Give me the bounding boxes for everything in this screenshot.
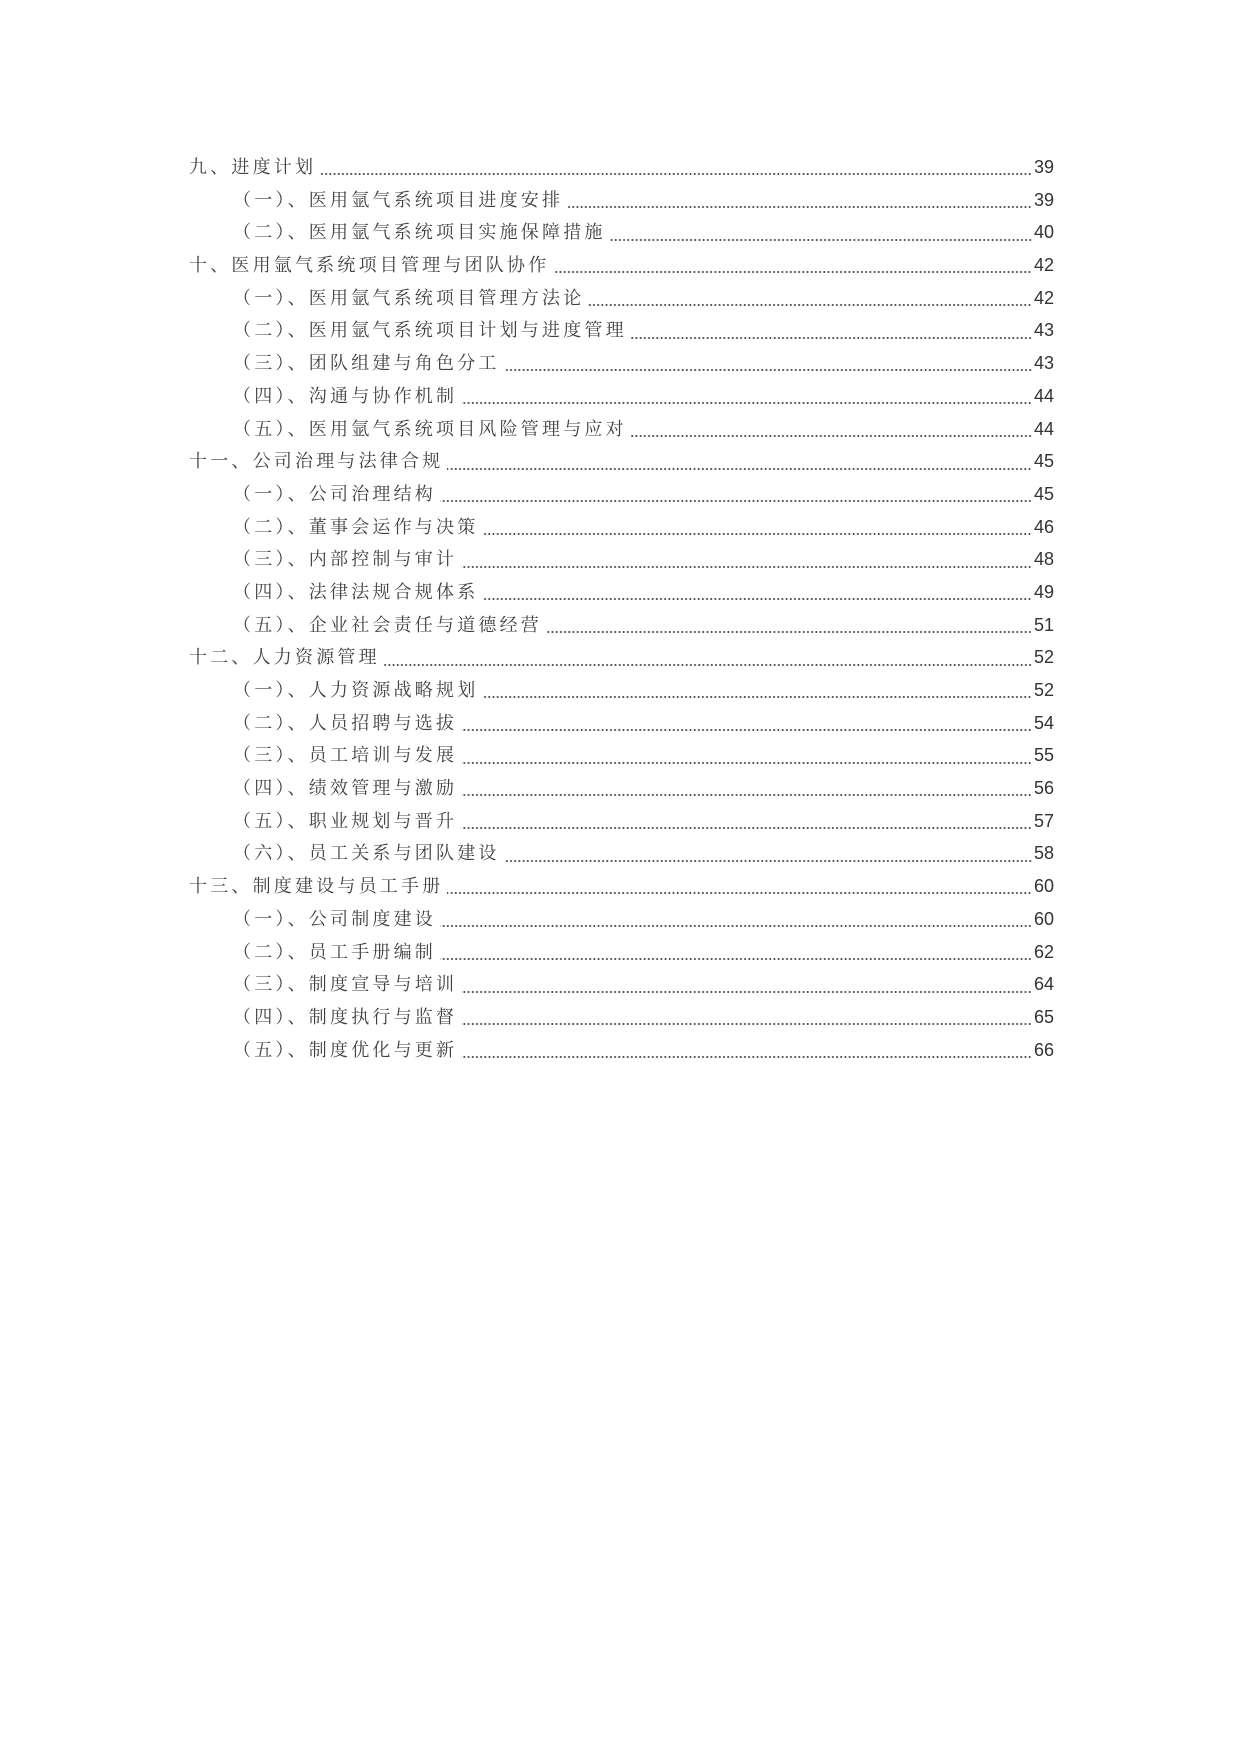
toc-leader-dots	[553, 270, 1032, 274]
toc-leader-dots	[440, 957, 1032, 961]
table-of-contents	[189, 151, 1054, 1066]
toc-entry-page: 66	[1033, 1039, 1054, 1060]
toc-leader-dots	[567, 205, 1032, 209]
toc-entry[interactable]	[189, 511, 1054, 544]
toc-entry[interactable]	[189, 707, 1054, 740]
toc-entry[interactable]	[189, 413, 1054, 446]
toc-entry[interactable]	[189, 282, 1054, 315]
toc-leader-dots	[546, 630, 1032, 634]
toc-leader-dots	[610, 238, 1032, 242]
toc-entry-title: （五）、企业社会责任与道德经营	[233, 614, 542, 636]
toc-entry-page: 56	[1033, 778, 1054, 799]
toc-entry-title: （四）、绩效管理与激励	[233, 778, 458, 800]
toc-entry[interactable]	[189, 805, 1054, 838]
toc-entry-title: （五）、职业规划与晋升	[233, 810, 458, 832]
toc-leader-dots	[461, 793, 1032, 797]
toc-entry-page: 43	[1033, 320, 1054, 341]
toc-leader-dots	[461, 990, 1032, 994]
toc-leader-dots	[461, 826, 1032, 830]
toc-entry-page: 49	[1033, 581, 1054, 602]
toc-entry-page: 55	[1033, 745, 1054, 766]
toc-entry[interactable]	[189, 216, 1054, 249]
toc-leader-dots	[504, 859, 1032, 863]
toc-entry[interactable]	[189, 380, 1054, 413]
toc-leader-dots	[504, 368, 1032, 372]
toc-entry-title: （一）、人力资源战略规划	[233, 680, 479, 701]
toc-entry[interactable]	[189, 1034, 1054, 1067]
toc-entry[interactable]	[189, 445, 1054, 478]
toc-entry-title: （五）、医用氩气系统项目风险管理与应对	[233, 418, 627, 440]
toc-leader-dots	[461, 728, 1032, 732]
toc-leader-dots	[631, 434, 1032, 438]
toc-entry[interactable]	[189, 249, 1054, 282]
toc-leader-dots	[461, 1022, 1032, 1026]
toc-entry-title: 十二、人力资源管理	[189, 647, 380, 669]
toc-entry-title: （二）、医用氩气系统项目计划与进度管理	[233, 320, 627, 342]
toc-entry[interactable]	[189, 151, 1054, 184]
toc-entry-page: 48	[1033, 549, 1054, 570]
toc-entry-page: 65	[1033, 1006, 1054, 1027]
toc-leader-dots	[482, 597, 1032, 601]
toc-entry-title: （二）、董事会运作与决策	[233, 516, 479, 538]
toc-entry-page: 64	[1033, 974, 1054, 995]
toc-entry[interactable]	[189, 641, 1054, 674]
toc-entry-title: 十、医用氩气系统项目管理与团队协作	[189, 255, 550, 277]
toc-entry-title: （一）、公司制度建设	[233, 908, 436, 930]
toc-entry-page: 42	[1033, 255, 1054, 276]
toc-entry-title: （二）、医用氩气系统项目实施保障措施	[233, 222, 606, 244]
toc-entry-title: （三）、内部控制与审计	[233, 549, 458, 571]
toc-leader-dots	[447, 891, 1032, 895]
toc-entry-title: （二）、员工手册编制	[233, 941, 436, 963]
toc-entry[interactable]	[189, 739, 1054, 772]
toc-entry[interactable]	[189, 347, 1054, 380]
toc-entry[interactable]	[189, 576, 1054, 609]
toc-entry[interactable]	[189, 478, 1054, 511]
toc-entry[interactable]	[189, 609, 1054, 642]
toc-entry-title: 九、进度计划	[189, 157, 317, 178]
toc-entry-page: 45	[1033, 483, 1054, 504]
toc-leader-dots	[440, 499, 1032, 503]
toc-leader-dots	[440, 924, 1032, 928]
toc-entry-title: （三）、团队组建与角色分工	[233, 353, 500, 375]
toc-entry-title: （三）、制度宣导与培训	[233, 974, 458, 996]
toc-entry-page: 62	[1033, 941, 1054, 962]
toc-entry-page: 51	[1033, 614, 1054, 635]
toc-entry[interactable]	[189, 870, 1054, 903]
toc-entry[interactable]	[189, 314, 1054, 347]
toc-entry-title: 十三、制度建设与员工手册	[189, 876, 444, 898]
toc-leader-dots	[482, 532, 1032, 536]
toc-leader-dots	[482, 695, 1032, 699]
toc-entry[interactable]	[189, 674, 1054, 707]
toc-entry-title: （一）、医用氩气系统项目进度安排	[233, 189, 564, 211]
toc-entry-page: 43	[1033, 353, 1054, 374]
toc-entry-page: 60	[1033, 908, 1054, 929]
toc-entry[interactable]	[189, 772, 1054, 805]
toc-entry-title: （四）、制度执行与监督	[233, 1006, 458, 1028]
toc-entry-title: （二）、人员招聘与选拔	[233, 712, 458, 734]
toc-entry-page: 39	[1033, 189, 1054, 210]
toc-leader-dots	[631, 336, 1032, 340]
toc-leader-dots	[461, 1055, 1032, 1059]
toc-entry-page: 46	[1033, 516, 1054, 537]
toc-entry-page: 60	[1033, 876, 1054, 897]
toc-entry-title: 十一、公司治理与法律合规	[189, 451, 444, 473]
toc-leader-dots	[447, 467, 1032, 471]
toc-leader-dots	[461, 565, 1032, 569]
toc-entry-title: （三）、员工培训与发展	[233, 745, 458, 767]
toc-entry-title: （四）、法律法规合规体系	[233, 581, 479, 603]
toc-entry-page: 40	[1033, 222, 1054, 243]
toc-entry-page: 39	[1033, 157, 1054, 177]
toc-entry[interactable]	[189, 543, 1054, 576]
toc-leader-dots	[588, 303, 1032, 307]
toc-leader-dots	[461, 761, 1032, 765]
toc-entry-title: （一）、公司治理结构	[233, 483, 436, 505]
toc-entry[interactable]	[189, 1001, 1054, 1034]
toc-leader-dots	[384, 663, 1032, 667]
toc-entry-page: 57	[1033, 810, 1054, 831]
toc-entry-title: （五）、制度优化与更新	[233, 1039, 458, 1061]
toc-entry[interactable]	[189, 184, 1054, 217]
toc-entry-page: 45	[1033, 451, 1054, 472]
toc-entry-page: 58	[1033, 843, 1054, 864]
toc-entry-page: 54	[1033, 712, 1054, 733]
toc-entry-title: （一）、医用氩气系统项目管理方法论	[233, 287, 585, 309]
toc-entry-page: 44	[1033, 385, 1054, 406]
toc-entry-page: 52	[1033, 680, 1054, 700]
toc-entry-title: （六）、员工关系与团队建设	[233, 843, 500, 865]
toc-entry[interactable]	[189, 837, 1054, 870]
toc-entry-title: （四）、沟通与协作机制	[233, 385, 458, 407]
toc-entry[interactable]	[189, 936, 1054, 969]
toc-entry[interactable]	[189, 903, 1054, 936]
toc-leader-dots	[461, 401, 1032, 405]
toc-entry-page: 42	[1033, 287, 1054, 308]
toc-entry[interactable]	[189, 968, 1054, 1001]
toc-entry-page: 52	[1033, 647, 1054, 668]
toc-entry-page: 44	[1033, 418, 1054, 439]
toc-leader-dots	[320, 172, 1032, 176]
